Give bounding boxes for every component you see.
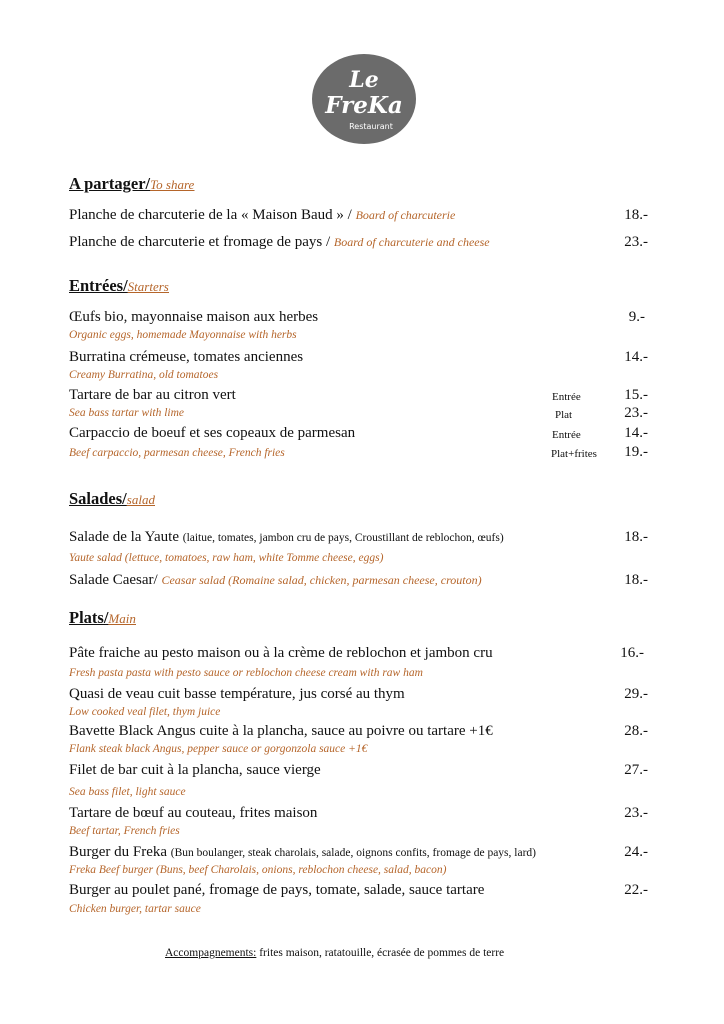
price: 28.- <box>624 723 648 739</box>
menu-item: Bavette Black Angus cuite à la plancha, sauce au poivre ou tartare +1€ <box>69 723 493 739</box>
menu-item: Tartare de bœuf au couteau, frites maison <box>69 805 318 821</box>
price: 18.- <box>624 529 648 545</box>
menu-item: Quasi de veau cuit basse température, jus corsé au thym <box>69 686 405 702</box>
menu-item-translation: Chicken burger, tartar sauce <box>69 903 201 915</box>
menu-item: Pâte fraiche au pesto maison ou à la crème de reblochon et jambon cru <box>69 645 493 661</box>
menu-item-translation: Organic eggs, homemade Mayonnaise with herbs <box>69 329 297 341</box>
portion-label: Entrée <box>552 391 581 403</box>
menu-item-translation: Low cooked veal filet, thym juice <box>69 706 221 718</box>
price: 19.- <box>624 444 648 460</box>
price: 22.- <box>624 882 648 898</box>
menu-item: Salade Caesar/ Ceasar salad (Romaine salad, chicken, parmesan cheese, crouton) <box>69 572 482 588</box>
price: 24.- <box>624 844 648 860</box>
price: 18.- <box>624 207 648 223</box>
portion-label: Plat+frites <box>551 448 597 460</box>
side-dishes-note: Accompagnements: frites maison, ratatouille, écrasée de pommes de terre <box>165 947 505 959</box>
svg-text:FreKa <box>324 92 403 119</box>
menu-item: Planche de charcuterie de la « Maison Baud » / Board of charcuterie <box>69 207 456 223</box>
price: 15.- <box>624 387 648 403</box>
menu-item-translation: Fresh pasta pasta with pesto sauce or reblochon cheese cream with raw ham <box>69 667 423 679</box>
menu-item: Œufs bio, mayonnaise maison aux herbes <box>69 309 319 325</box>
price: 14.- <box>624 425 648 441</box>
menu-item-translation: Yaute salad (lettuce, tomatoes, raw ham, white Tomme cheese, eggs) <box>69 552 384 564</box>
menu-item-translation: Sea bass filet, light sauce <box>69 786 186 798</box>
menu-item-translation: Sea bass tartar with lime <box>69 407 185 419</box>
portion-label: Plat <box>555 409 573 421</box>
section-title-share: A partager/To share <box>69 174 195 193</box>
price: 18.- <box>624 572 648 588</box>
price: 29.- <box>624 686 648 702</box>
menu-item: Salade de la Yaute (laitue, tomates, jambon cru de pays, Croustillant de reblochon, œufs) <box>69 529 504 545</box>
section-title-salads: Salades/salad <box>69 489 155 508</box>
menu-item-translation: Flank steak black Angus, pepper sauce or gorgonzola sauce +1€ <box>69 743 368 755</box>
price: 14.- <box>624 349 648 365</box>
menu-item-translation: Beef tartar, French fries <box>69 825 180 837</box>
menu-item-translation: Freka Beef burger (Buns, beef Charolais, onions, reblochon cheese, salad, bacon) <box>69 864 447 876</box>
menu-item: Planche de charcuterie et fromage de pays / Board of charcuterie and cheese <box>69 234 490 250</box>
menu-item: Burger au poulet pané, fromage de pays, tomate, salade, sauce tartare <box>69 882 485 898</box>
price: 23.- <box>624 805 648 821</box>
svg-text:Restaurant <box>349 122 393 131</box>
logo-line3: Restaurant <box>349 122 393 131</box>
menu-item-translation: Creamy Burratina, old tomatoes <box>69 369 219 381</box>
section-title-starters: Entrées/Starters <box>69 276 169 295</box>
menu-item: Burger du Freka (Bun boulanger, steak charolais, salade, oignons confits, fromage de pays, lard) <box>69 844 536 860</box>
logo-line2: FreKa <box>325 92 403 119</box>
price: 27.- <box>624 762 648 778</box>
menu-item: Tartare de bar au citron vert <box>69 387 236 403</box>
menu-item: Burratina crémeuse, tomates anciennes <box>69 349 304 365</box>
svg-text:Le <box>348 67 378 93</box>
section-title-mains: Plats/Main <box>69 608 136 627</box>
price: 23.- <box>624 234 648 250</box>
menu-item-translation: Beef carpaccio, parmesan cheese, French fries <box>69 447 285 459</box>
restaurant-logo <box>311 53 417 145</box>
portion-label: Entrée <box>552 429 581 441</box>
price: 16.- <box>620 645 644 661</box>
menu-item: Carpaccio de boeuf et ses copeaux de parmesan <box>69 425 356 441</box>
price: 23.- <box>624 405 648 421</box>
price: 9.- <box>628 309 645 325</box>
logo-line1: Le <box>349 67 379 93</box>
menu-item: Filet de bar cuit à la plancha, sauce vierge <box>69 762 321 778</box>
